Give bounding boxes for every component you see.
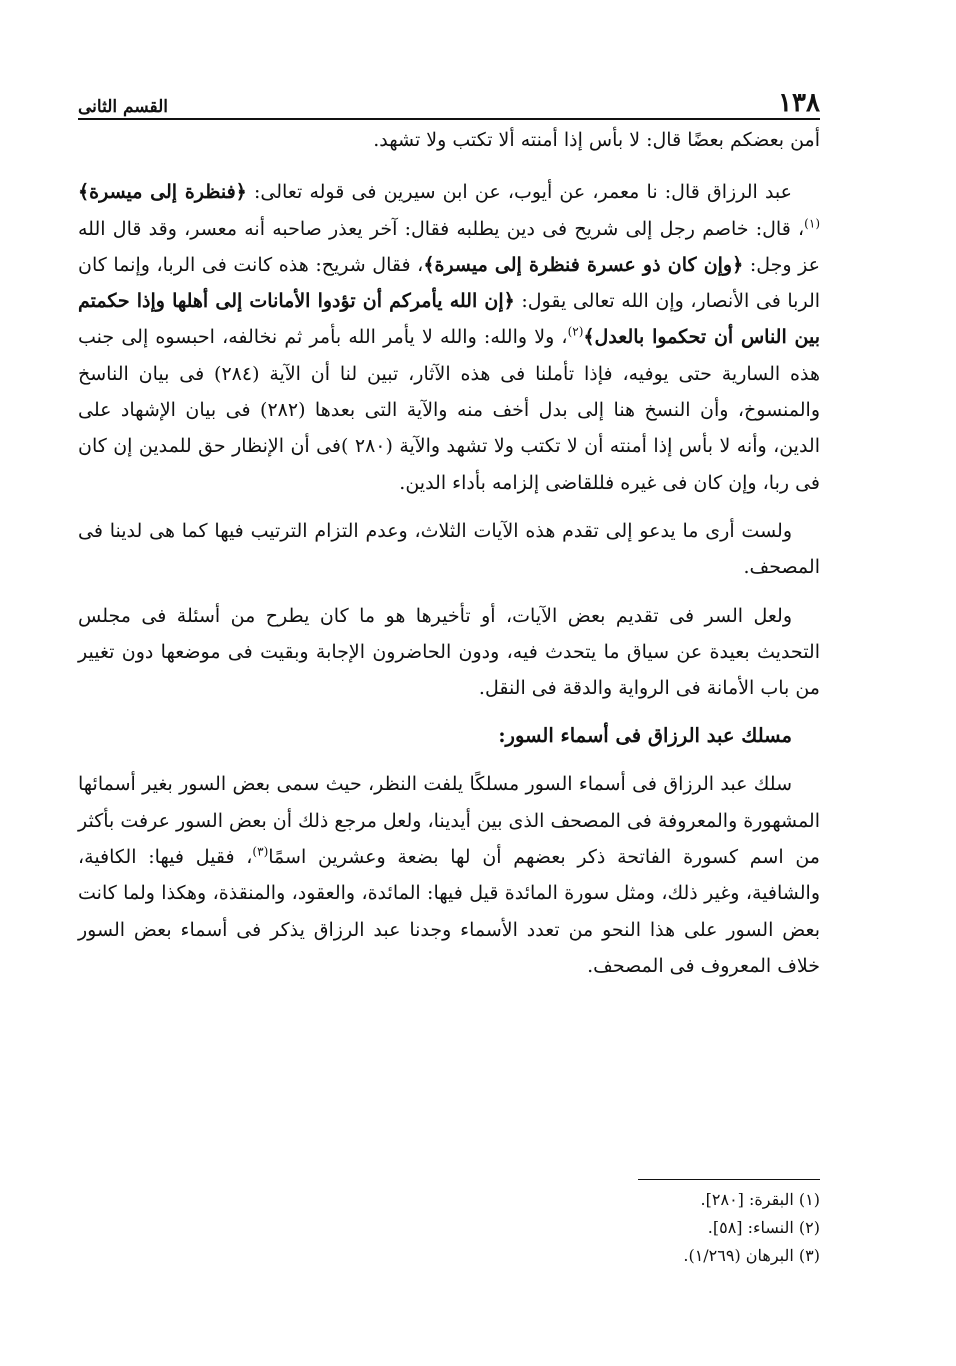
page-number: ١٣٨ (778, 88, 820, 118)
text-segment: ، قال: خاصم رجل إلى شريح فى دين يطلبه فقال: آخر يعذر صاحبه أنه معسر، وقد قال الله عز وجل: (78, 217, 820, 276)
paragraph-order: ولست أرى ما يدعو إلى تقدم هذه الآيات الثلاث، وعدم التزام الترتيب فيها كما هى لدينا فى المصحف. (78, 519, 820, 579)
text-segment: عبد الرزاق قال: نا معمر، عن أيوب، عن ابن سيرين فى قوله تعالى: (246, 181, 793, 204)
page-content (78, 78, 820, 984)
text-segment: ، فقال شريح: هذه كانت فى الربا، وإنما كان الربا فى الأنصار، وإن الله تعالى يقول: (78, 253, 821, 313)
quran-quote: ﴿إن الله يأمركم أن تؤدوا الأمانات إلى أهلها وإذا حكمتم بين الناس أن تحكموا بالعدل﴾ (78, 290, 820, 349)
footnote-item: (٣) البرهان (١/٢٦٩). (683, 1246, 820, 1265)
footnote-item: (١) البقرة: [٢٨٠]. (700, 1190, 820, 1209)
paragraph-secret: ولعل السر فى تقديم بعض الآيات، أو تأخيرها هو ما كان يطرح من أسئلة فى مجلس التحديث بعيدة عن سياق ما يتحدث فيه، ودون الحاضرون الإجابة وبقيت فى موضعها دون تغيير من باب الأمانة فى الرواية والدقة فى النقل. (78, 604, 820, 700)
text-segment: ، ولا والله: والله لا يأمر الله بأمر ثم نخالفه، احبسوه إلى جنب هذه السارية حتى يوفيه، فإذا تأملنا فى هذه الآثار، تبين لنا أن الآية (٢٨٤) فى بيان الناسخ والمنسوخ، وأن النسخ هنا إلى بدل أخف منه والآية التى بعدها (٢٨٢) فى بيان الإشهاد على الدين، وأنه لا بأس إذا أمنته أن لا تكتب ولا تشهد والآية (٢٨٠ )فى أن الإنظار حق للمدين إن كان فى ربا، وإن كان فى غيره فللقاضى إلزامه بأداء الدين. (78, 326, 820, 494)
quran-quote: ﴿فنظرة إلى ميسرة﴾ (78, 181, 247, 204)
footnotes (520, 1186, 820, 1270)
footnote-item: (٢) النساء: [٥٨]. (707, 1218, 820, 1237)
page-header (78, 78, 820, 120)
footnote-ref: (١) (804, 216, 820, 231)
paragraph-continuation: أمن بعضكم بعضًا قال: لا بأس إذا أمنته ألا تكتب ولا تشهد. (373, 129, 820, 151)
running-head: القسم الثانى (78, 97, 169, 117)
paragraph-hadith-shurayh (78, 174, 820, 501)
body-text (78, 122, 820, 984)
section-heading: مسلك عبد الرزاق فى أسماء السور: (498, 724, 792, 748)
paragraph-surah-names (78, 766, 820, 984)
text-segment: ، فقيل فيها: الكافية، والشافية، وغير ذلك، ومثل سورة المائدة قيل فيها: المائدة، والعقود، والمنقذة، وهكذا ولما كانت بعض السور على هذا النحو من تعدد الأسماء وجدنا عبد الرزاق يذكر فى أسماء بعض السور خلاف المعروف فى المصحف. (78, 846, 820, 977)
quran-quote: ﴿وإن كان ذو عسرة فنظرة إلى ميسرة﴾ (423, 253, 744, 276)
footnote-divider (638, 1179, 820, 1180)
footnote-ref: (٣) (252, 844, 269, 859)
text-segment: سلك عبد الرزاق فى أسماء السور مسلكًا يلفت النظر، حيث سمى بعض السور بغير أسمائها المشهورة والمعروفة فى المصحف الذى بين أيدينا، ولعل مرجع ذلك أن بعض السور عرفت بأكثر من اسم كسورة الفاتحة ذكر بعضهم أن لها بضعة وعشرين اسمًا (77, 773, 820, 869)
footnote-ref: (٢) (567, 325, 584, 340)
